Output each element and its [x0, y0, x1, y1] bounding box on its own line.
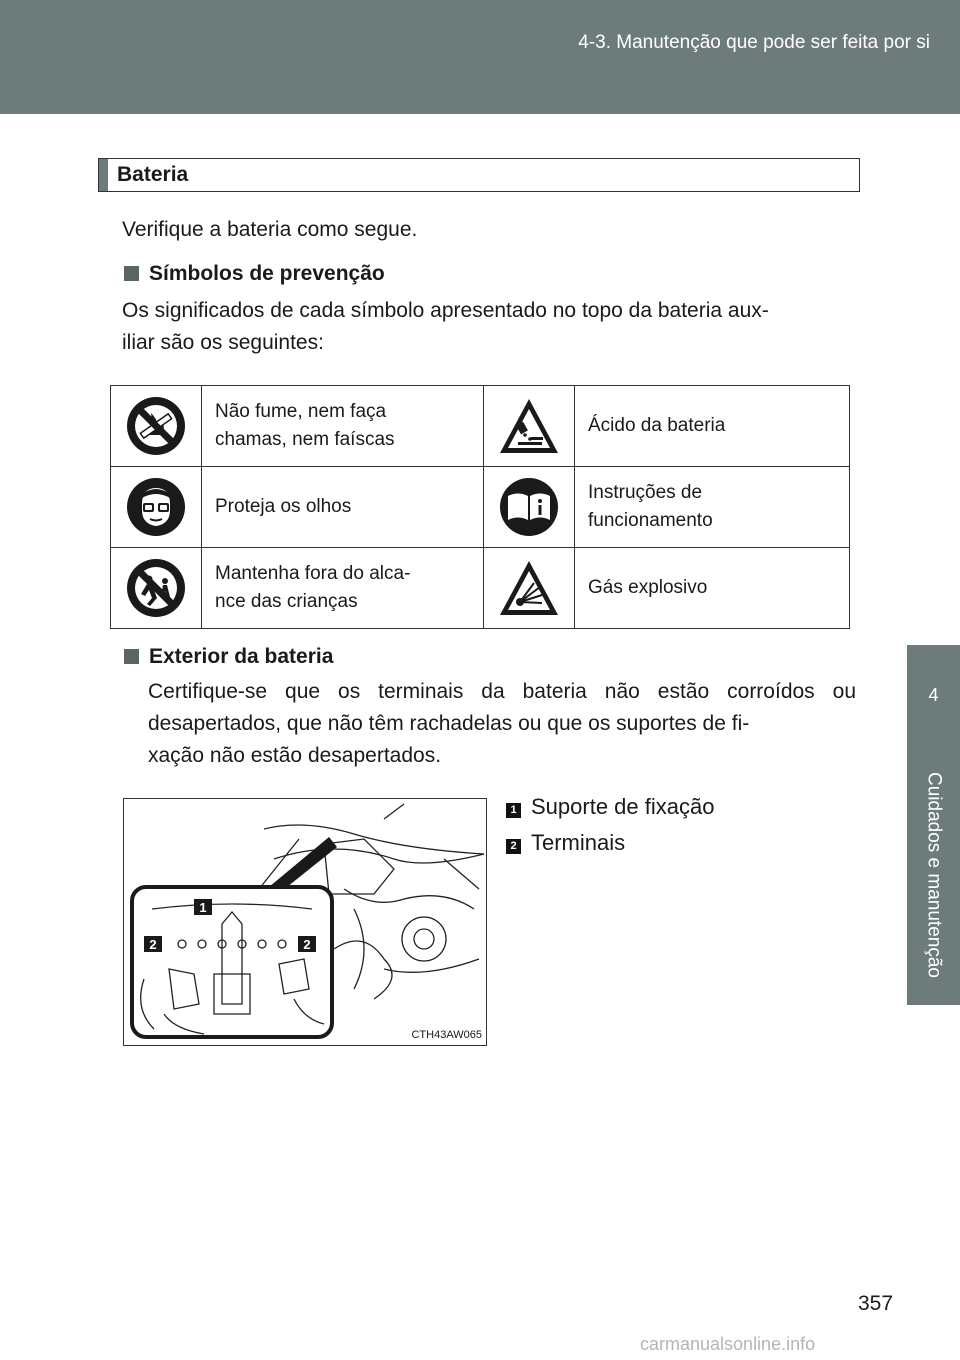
watermark: carmanualsonline.info	[640, 1334, 816, 1354]
legend-label: Suporte de fixação	[531, 794, 715, 819]
exterior-line1: Certifique-se que os terminais da bateria não estão corroídos ou	[148, 680, 856, 703]
chapter-title: Cuidados e manutenção	[923, 772, 945, 978]
intro-text: Verifique a bateria como segue.	[122, 218, 418, 241]
legend-badge: 1	[506, 803, 521, 818]
symbol-label: Proteja os olhos	[202, 467, 484, 548]
no-smoking-icon	[111, 386, 202, 467]
section-title: Bateria	[117, 163, 189, 186]
bullet-square-icon	[124, 649, 139, 664]
symbols-heading: Símbolos de prevenção	[124, 262, 385, 286]
page-header	[0, 0, 960, 114]
exterior-heading: Exterior da bateria	[124, 645, 333, 669]
section-title-box	[98, 158, 860, 192]
header-title: 4-3. Manutenção que pode ser feita por si	[578, 32, 930, 53]
symbol-label: Gás explosivo	[575, 548, 850, 629]
table-row	[111, 548, 850, 629]
svg-text:2: 2	[149, 937, 157, 952]
eye-protection-icon	[111, 467, 202, 548]
battery-illustration	[124, 799, 485, 1044]
explosive-gas-icon	[484, 548, 575, 629]
bullet-square-icon	[124, 266, 139, 281]
symbol-label: Ácido da bateria	[575, 386, 850, 467]
table-row	[111, 386, 850, 467]
chapter-number: 4	[907, 645, 960, 745]
svg-text:1: 1	[199, 900, 207, 915]
legend-item	[506, 830, 625, 856]
instructions-book-icon	[484, 467, 575, 548]
battery-figure	[123, 798, 487, 1046]
exterior-line2: desapertados, que não têm rachadelas ou que os suportes de fi-	[148, 712, 750, 735]
symbol-label: Não fume, nem faça chamas, nem faíscas	[202, 386, 484, 467]
exterior-line3: xação não estão desapertados.	[148, 744, 442, 767]
symbols-table	[110, 385, 850, 629]
legend-badge: 2	[506, 839, 521, 854]
battery-acid-icon	[484, 386, 575, 467]
symbol-label: Mantenha fora do alca- nce das crianças	[202, 548, 484, 629]
symbols-description-line2: iliar são os seguintes:	[122, 331, 324, 354]
legend-label: Terminais	[531, 830, 626, 855]
symbol-label: Instruções de funcionamento	[575, 467, 850, 548]
figure-code: CTH43AW065	[411, 1029, 482, 1041]
legend-item	[506, 794, 714, 820]
svg-text:2: 2	[303, 937, 311, 952]
table-row	[111, 467, 850, 548]
symbols-description-line1: Os significados de cada símbolo apresentado no topo da bateria aux-	[122, 299, 769, 322]
page-number: 357	[858, 1292, 894, 1315]
keep-away-children-icon	[111, 548, 202, 629]
